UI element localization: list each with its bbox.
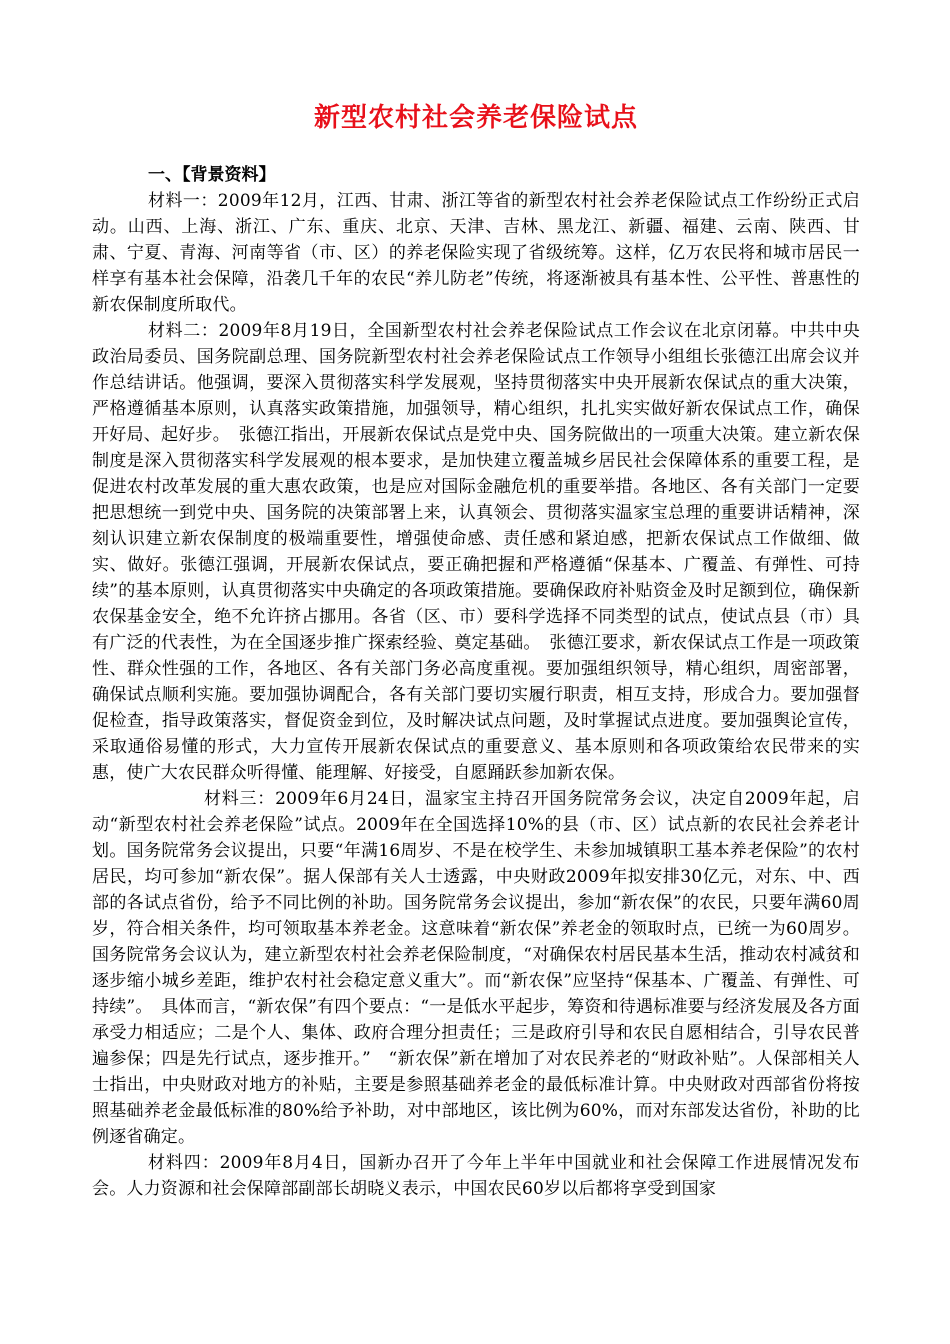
material-2-paragraph: 材料二：2009年8月19日，全国新型农村社会养老保险试点工作会议在北京闭幕。中共中央政治局委员、国务院副总理、国务院新型农村社会养老保险试点工作领导小组组长张德江出席会议并作总结讲话。他强调，要深入贯彻落实科学发展观，坚持贯彻落实中央开展新农保试点的重大决策，严格遵循基本原则，认真落实政策措施，加强领导，精心组织，扎扎实实做好新农保试点工作，确保开好局、起好步。 张德江指出，开展新农保试点是党中央、国务院做出的一项重大决策。建立新农保制度是深入贯彻落实科学发展观的根本要求，是加快建立覆盖城乡居民社会保障体系的重要工程，是促进农村改革发展的重大惠农政策，也是应对国际金融危机的重要举措。各地区、各有关部门一定要把思想统一到党中央、国务院的决策部署上来，认真领会、贯彻落实温家宝总理的重要讲话精神，深刻认识建立新农保制度的极端重要性，增强使命感、责任感和紧迫感，把新农保试点工作做细、做实、做好。张德江强调，开展新农保试点，要正确把握和严格遵循“保基本、广覆盖、有弹性、可持续”的基本原则，认真贯彻落实中央确定的各项政策措施。要确保政府补贴资金及时足额到位，确保新农保基金安全，绝不允许挤占挪用。各省（区、市）要科学选择不同类型的试点，使试点县（市）具有广泛的代表性，为在全国逐步推广探索经验、奠定基础。 张德江要求，新农保试点工作是一项政策性、群众性强的工作，各地区、各有关部门务必高度重视。要加强组织领导，精心组织，周密部署，确保试点顺利实施。要加强协调配合，各有关部门要切实履行职责，相互支持，形成合力。要加强督促检查，指导政策落实，督促资金到位，及时解决试点问题，及时掌握试点进度。要加强舆论宣传，采取通俗易懂的形式，大力宣传开展新农保试点的重要意义、基本原则和各项政策给农民带来的实惠，使广大农民群众听得懂、能理解、好接受，自愿踊跃参加新农保。 bbox=[92, 321, 860, 783]
section-heading: 一、【背景资料】 bbox=[148, 165, 276, 185]
document-page bbox=[92, 100, 860, 1202]
document-title: 新型农村社会养老保险试点 bbox=[313, 103, 638, 133]
material-3-paragraph: 材料三：2009年6月24日，温家宝主持召开国务院常务会议，决定自2009年起，启动“新型农村社会养老保险”试点。2009年在全国选择10%的县（市、区）试点新的农民社会养老计划。国务院常务会议提出，只要“年满16周岁、不是在校学生、未参加城镇职工基本养老保险”的农村居民，均可参加“新农保”。据人保部有关人士透露，中央财政2009年拟安排30亿元，对东、中、西部的各试点省份，给予不同比例的补助。国务院常务会议提出，参加“新农保”的农民，只要年满60周岁，符合相关条件，均可领取基本养老金。这意味着“新农保”养老金的领取时点，已统一为60周岁。国务院常务会议认为，建立新型农村社会养老保险制度，“对确保农村居民基本生活，推动农村减贫和逐步缩小城乡差距，维护农村社会稳定意义重大”。而“新农保”应坚持“保基本、广覆盖、有弹性、可持续”。 具体而言，“新农保”有四个要点：“一是低水平起步，筹资和待遇标准要与经济发展及各方面承受力相适应；二是个人、集体、政府合理分担责任；三是政府引导和农民自愿相结合，引导农民普遍参保；四是先行试点，逐步推开。” “新农保”新在增加了对农民养老的“财政补贴”。人保部相关人士指出，中央财政对地方的补贴，主要是参照基础养老金的最低标准计算。中央财政对西部省份将按照基础养老金最低标准的80%给予补助，对中部地区，该比例为60%，而对东部发达省份，补助的比例逐省确定。 bbox=[92, 789, 860, 1147]
material-4-paragraph: 材料四：2009年8月4日，国新办召开了今年上半年中国就业和社会保障工作进展情况发布会。人力资源和社会保障部副部长胡晓义表示，中国农民60岁以后都将享受到国家 bbox=[92, 1153, 860, 1199]
material-1-paragraph: 材料一：2009年12月，江西、甘肃、浙江等省的新型农村社会养老保险试点工作纷纷正式启动。山西、上海、浙江、广东、重庆、北京、天津、吉林、黑龙江、新疆、福建、云南、陕西、甘肃、宁夏、青海、河南等省（市、区）的养老保险实现了省级统筹。这样，亿万农民将和城市居民一样享有基本社会保障，沿袭几千年的农民“养儿防老”传统，将逐渐被具有基本性、公平性、普惠性的新农保制度所取代。 bbox=[92, 191, 860, 315]
